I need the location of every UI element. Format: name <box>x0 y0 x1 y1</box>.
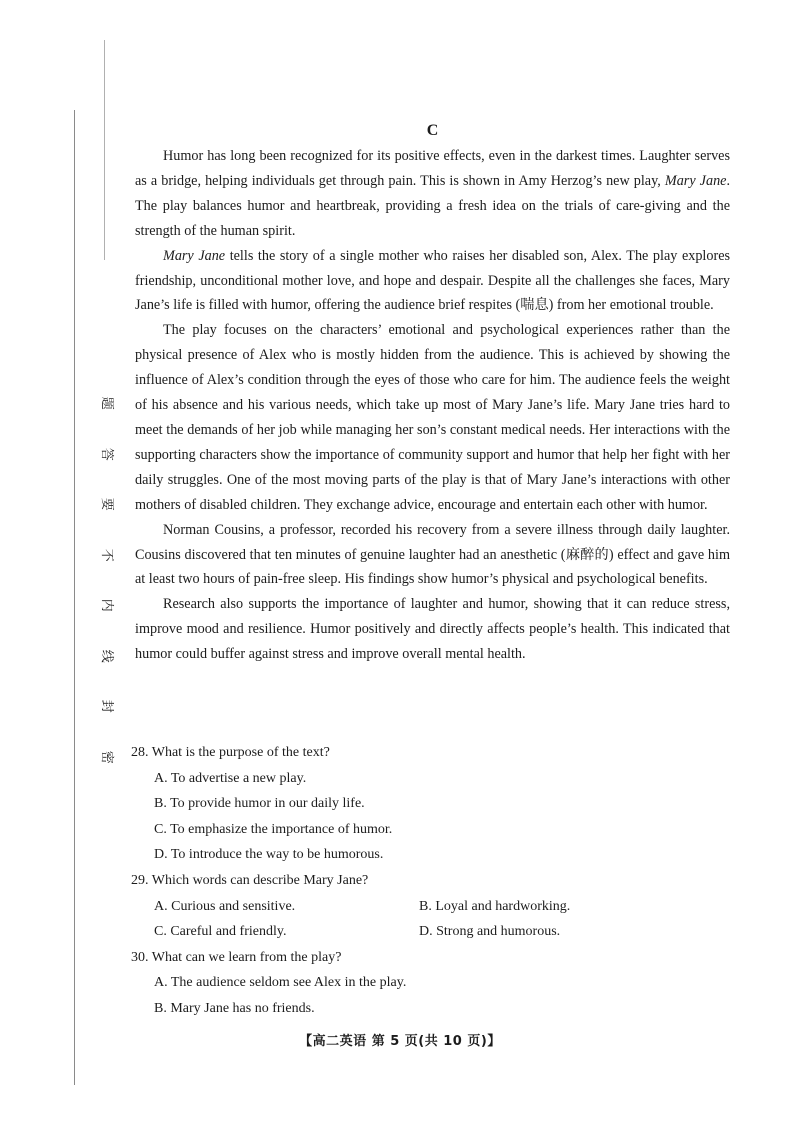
option-a: A. The audience seldom see Alex in the play. <box>154 975 407 991</box>
seal-char: 不 <box>99 548 115 562</box>
question-stem: 29. Which words can describe Mary Jane? <box>131 872 369 888</box>
option-b: B. Loyal and hardworking. <box>419 898 571 914</box>
play-title: Mary Jane <box>664 172 727 189</box>
question-30 <box>131 945 731 1022</box>
question-list <box>131 740 731 1022</box>
paragraph-1 <box>135 144 730 244</box>
seal-char: 要 <box>99 497 115 511</box>
binding-margin-line-top <box>104 40 105 260</box>
option-d: D. To introduce the way to be humorous. <box>154 847 384 863</box>
question-28 <box>131 740 731 868</box>
paragraph-1-text-end: . The play balances humor and heartbreak, providing a fresh idea on the trials of care-giving and the strength of the human spirit. <box>135 172 731 239</box>
paragraph-1-text: Humor has long been recognized for its positive effects, even in the darkest times. Laughter serves as a bridge, helping individuals get through pain. This is shown in Amy Herzog’s new play, <box>135 148 730 189</box>
seal-char: 题 <box>99 396 115 410</box>
question-stem: 30. What can we learn from the play? <box>131 949 342 965</box>
section-title: C <box>426 122 439 139</box>
option-a: A. To advertise a new play. <box>154 770 307 786</box>
paragraph-5: Research also supports the importance of laughter and humor, showing that it can reduce stress, improve mood and resilience. Humor positively and directly affects people’s health. This indicated that humor could buffer against stress and improve overall mental health. <box>135 596 730 663</box>
play-title: Mary Jane <box>163 247 226 264</box>
question-stem: 28. What is the purpose of the text? <box>131 745 330 760</box>
page-footer: 【高二英语 第 5 页(共 10 页)】 <box>299 1034 501 1049</box>
question-29 <box>131 868 731 945</box>
option-b: B. Mary Jane has no friends. <box>154 1000 315 1016</box>
option-c: C. Careful and friendly. <box>154 924 287 940</box>
seal-line-notice <box>80 378 115 782</box>
reading-passage <box>135 118 730 667</box>
option-d: D. Strong and humorous. <box>419 924 561 940</box>
paragraph-3: The play focuses on the characters’ emotional and psychological experiences rather than the physical presence of Alex who is mostly hidden from the audience. This is achieved by showing the influence of Alex’s condition through the eyes of those who care for him. The audience feels the weight of his absence and his various needs, which take up most of Mary Jane’s life. Mary Jane tries hard to meet the demands of her job while managing her son’s constant medical needs. Her interactions with the supporting characters show the importance of community support and humor that help her fight with her daily struggles. One of the most moving parts of the play is that of Mary Jane’s interactions with other mothers of disabled children. They exchange advice, encourage and entertain each other with humor. <box>135 322 730 513</box>
seal-char: 封 <box>99 699 115 713</box>
seal-char: 答 <box>99 447 115 461</box>
option-row <box>154 894 731 920</box>
seal-char: 线 <box>99 649 115 663</box>
paragraph-2 <box>135 244 730 319</box>
option-row <box>154 919 731 945</box>
binding-margin-line <box>74 110 75 1085</box>
seal-char: 密 <box>99 750 115 764</box>
option-c: C. To emphasize the importance of humor. <box>154 821 393 837</box>
option-a: A. Curious and sensitive. <box>154 898 296 914</box>
paragraph-4: Norman Cousins, a professor, recorded his recovery from a severe illness through daily laughter. Cousins discovered that ten minutes of genuine laughter had an anesthetic (麻醉的) effect and gave him at least two hours of pain-free sleep. His findings show humor’s physical and psychological benefits. <box>135 521 730 588</box>
paragraph-2-text: tells the story of a single mother who raises her disabled son, Alex. The play explores friendship, unconditional mother love, and hope and despair. Despite all the challenges she faces, Mary Jane’s life is filled with humor, offering the audience brief respites (喘息) from her emotional trouble. <box>135 247 731 314</box>
option-b: B. To provide humor in our daily life. <box>154 796 365 812</box>
seal-char: 内 <box>99 598 115 612</box>
